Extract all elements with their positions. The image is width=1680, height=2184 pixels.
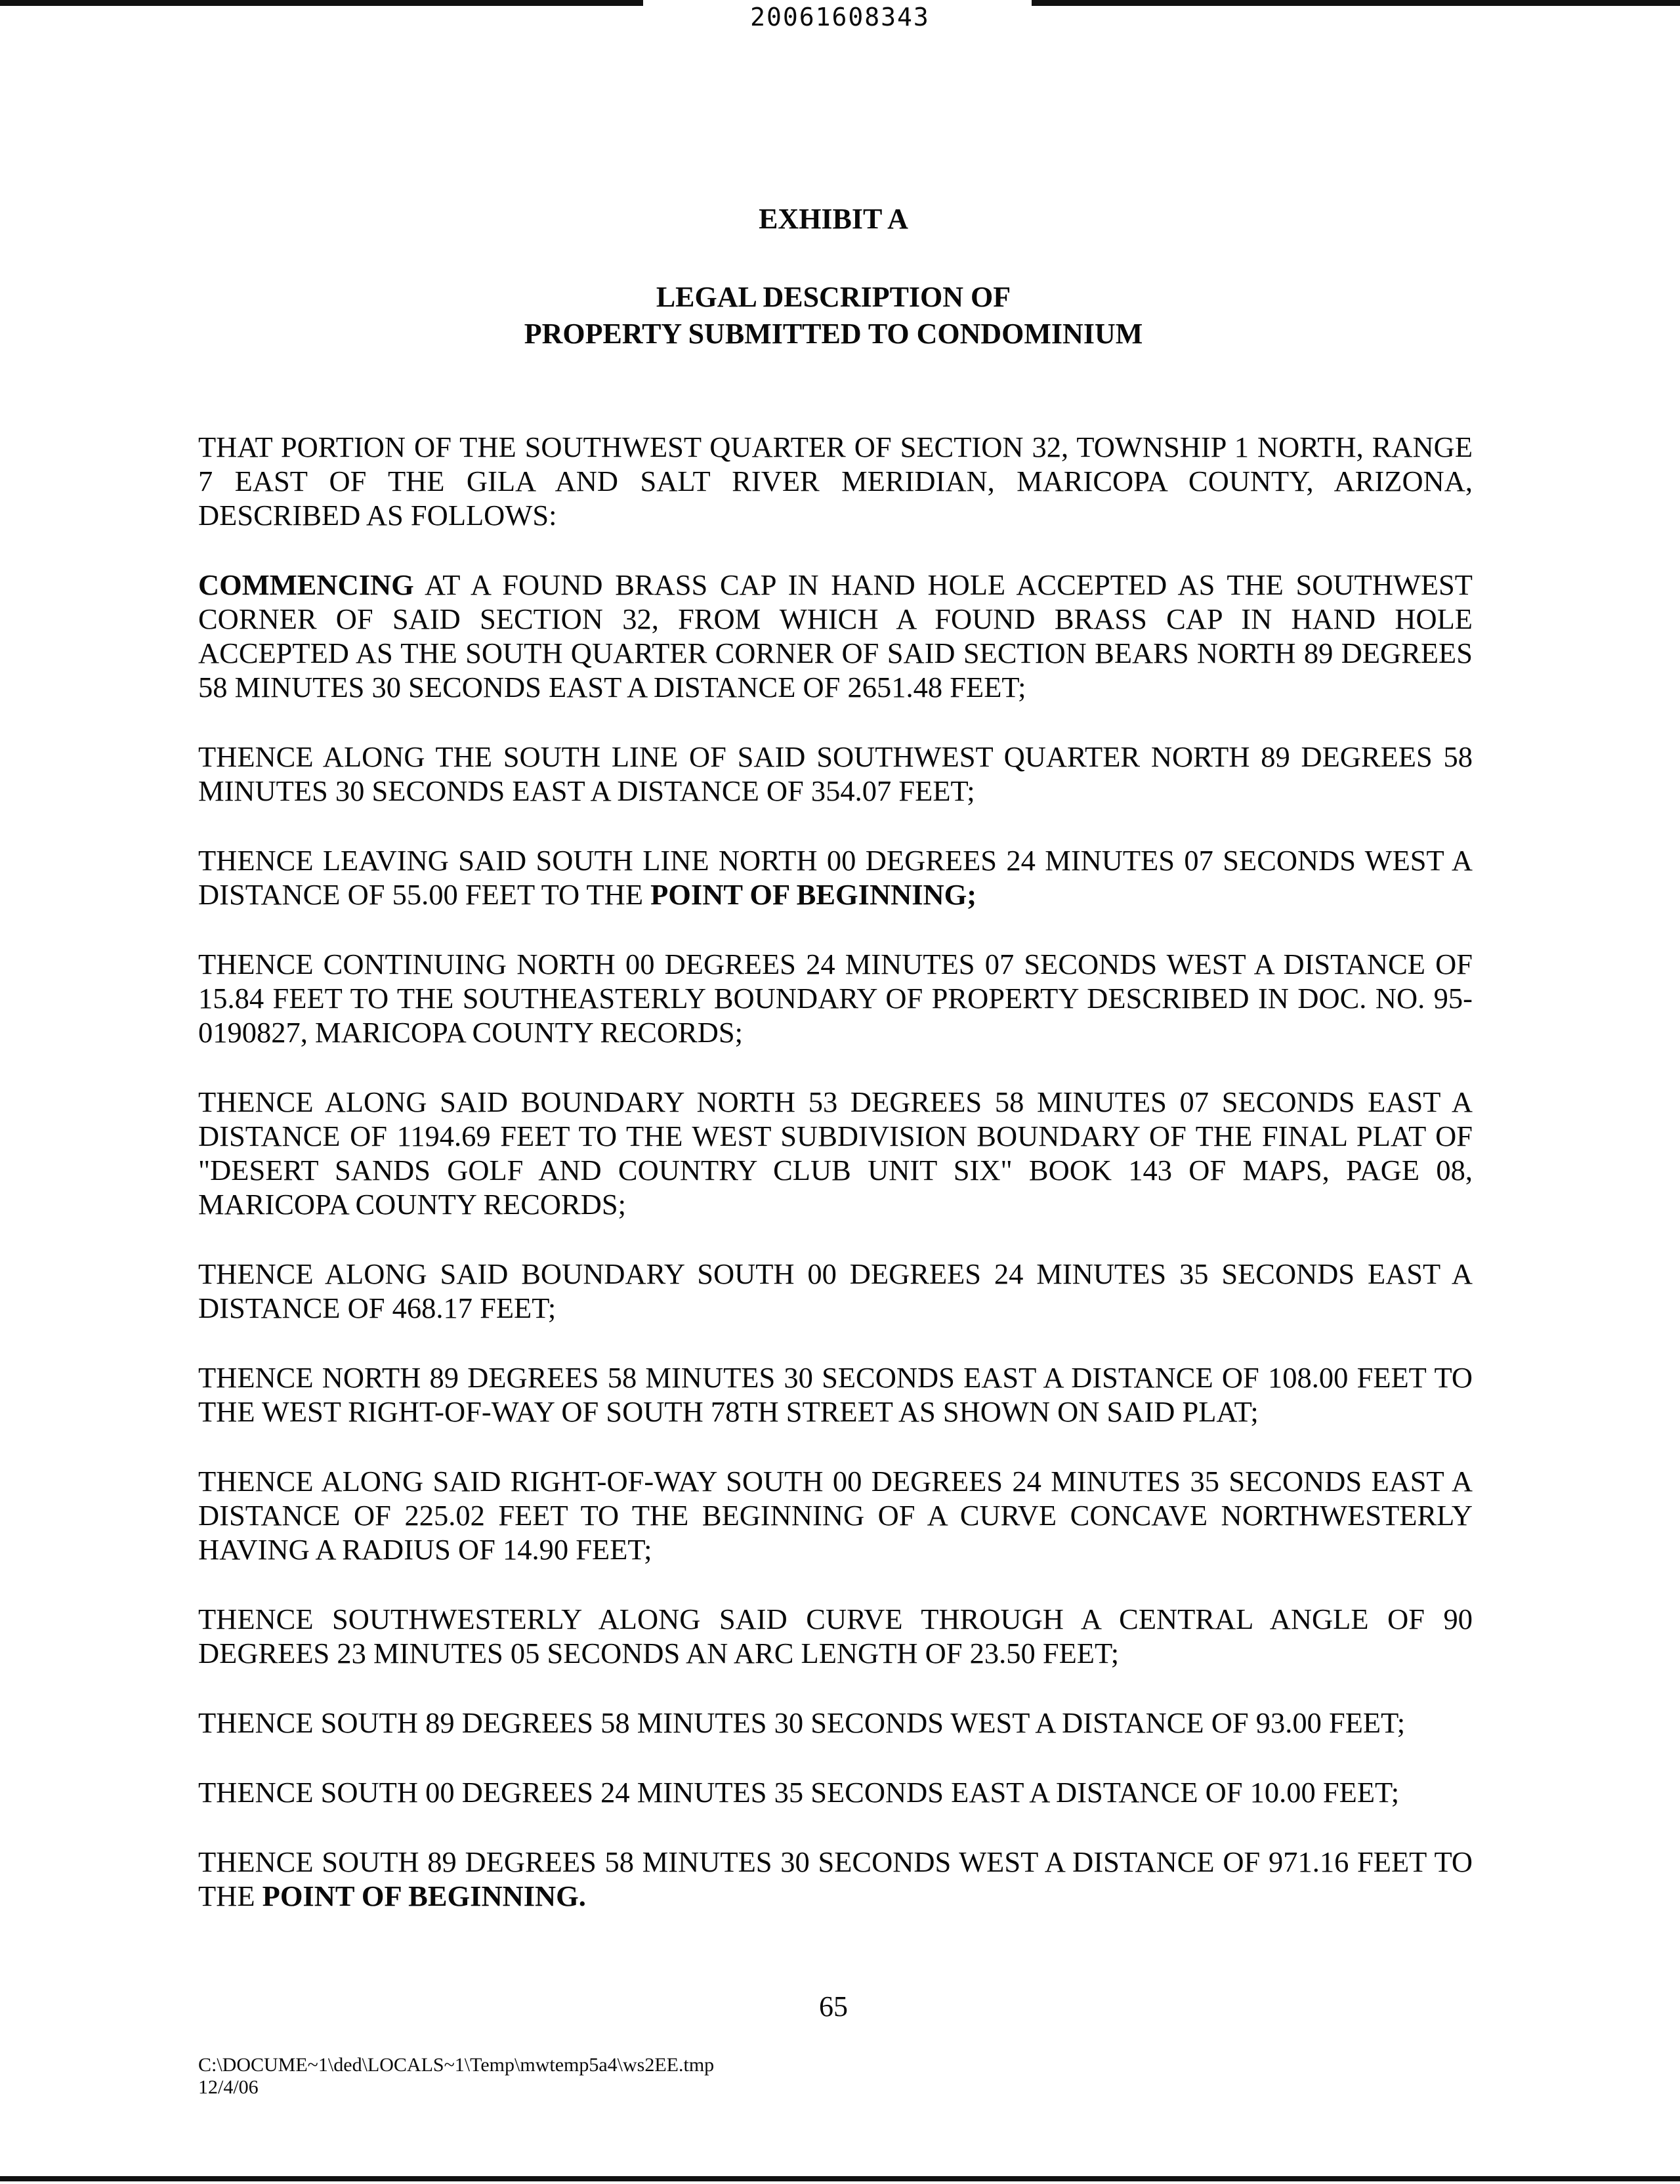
paragraph-4: THENCE LEAVING SAID SOUTH LINE NORTH 00 DEGREES 24 MINUTES 07 SECONDS WEST A DISTANCE OF 55.00 FEET TO THE POINT OF BEGINNING; — [198, 844, 1473, 911]
paragraph-10: THENCE SOUTHWESTERLY ALONG SAID CURVE THROUGH A CENTRAL ANGLE OF 90 DEGREES 23 MINUTES 05 SECONDS AN ARC LENGTH OF 23.50 FEET; — [198, 1603, 1473, 1670]
paragraph-9: THENCE ALONG SAID RIGHT-OF-WAY SOUTH 00 DEGREES 24 MINUTES 35 SECONDS EAST A DISTANCE OF 225.02 FEET TO THE BEGINNING OF A CURVE CONCAVE NORTHWESTERLY HAVING A RADIUS OF 14.90 FEET; — [198, 1465, 1473, 1566]
footer-date: 12/4/06 — [198, 2076, 259, 2098]
point-of-beginning-label: POINT OF BEGINNING; — [650, 878, 977, 911]
paragraph-13: THENCE SOUTH 89 DEGREES 58 MINUTES 30 SECONDS WEST A DISTANCE OF 971.16 FEET TO THE POINT OF BEGINNING. — [198, 1845, 1473, 1912]
paragraph-2: COMMENCING AT A FOUND BRASS CAP IN HAND HOLE ACCEPTED AS THE SOUTHWEST CORNER OF SAID SECTION 32, FROM WHICH A FOUND BRASS CAP IN HAND HOLE ACCEPTED AS THE SOUTH QUARTER CORNER OF SAID SECTION BEARS NORTH 89 DEGREES 58 MINUTES 30 SECONDS EAST A DISTANCE OF 2651.48 FEET; — [198, 568, 1473, 704]
point-of-beginning-final-label: POINT OF BEGINNING. — [262, 1880, 586, 1912]
paragraph-3: THENCE ALONG THE SOUTH LINE OF SAID SOUTHWEST QUARTER NORTH 89 DEGREES 58 MINUTES 30 SECONDS EAST A DISTANCE OF 354.07 FEET; — [198, 740, 1473, 807]
paragraph-1: THAT PORTION OF THE SOUTHWEST QUARTER OF SECTION 32, TOWNSHIP 1 NORTH, RANGE 7 EAST OF THE GILA AND SALT RIVER MERIDIAN, MARICOPA COUNTY, ARIZONA, DESCRIBED AS FOLLOWS: — [198, 430, 1473, 532]
paragraph-5: THENCE CONTINUING NORTH 00 DEGREES 24 MINUTES 07 SECONDS WEST A DISTANCE OF 15.84 FEET TO THE SOUTHEASTERLY BOUNDARY OF PROPERTY DESCRIBED IN DOC. NO. 95-0190827, MARICOPA COUNTY RECORDS; — [198, 948, 1473, 1049]
paragraph-8: THENCE NORTH 89 DEGREES 58 MINUTES 30 SECONDS EAST A DISTANCE OF 108.00 FEET TO THE WEST RIGHT-OF-WAY OF SOUTH 78TH STREET AS SHOWN ON SAID PLAT; — [198, 1361, 1473, 1428]
footer — [198, 2054, 714, 2099]
paragraph-12: THENCE SOUTH 00 DEGREES 24 MINUTES 35 SECONDS EAST A DISTANCE OF 10.00 FEET; — [198, 1776, 1400, 1809]
exhibit-title: EXHIBIT A — [759, 203, 908, 235]
exhibit-subtitle — [0, 279, 1667, 352]
subtitle-line-2: PROPERTY SUBMITTED TO CONDOMINIUM — [524, 318, 1143, 350]
paragraph-11: THENCE SOUTH 89 DEGREES 58 MINUTES 30 SECONDS WEST A DISTANCE OF 93.00 FEET; — [198, 1706, 1406, 1739]
footer-file-path: C:\DOCUME~1\ded\LOCALS~1\Temp\mwtemp5a4\ws2EE.tmp — [198, 2054, 715, 2076]
subtitle-line-1: LEGAL DESCRIPTION OF — [656, 281, 1011, 313]
document-number: 20061608343 — [750, 3, 930, 32]
legal-description-body — [198, 430, 1473, 1948]
page-number: 65 — [819, 1990, 848, 2023]
bottom-rule — [0, 2176, 1680, 2181]
commencing-label: COMMENCING — [198, 568, 414, 601]
paragraph-6: THENCE ALONG SAID BOUNDARY NORTH 53 DEGREES 58 MINUTES 07 SECONDS EAST A DISTANCE OF 1194.69 FEET TO THE WEST SUBDIVISION BOUNDARY OF THE FINAL PLAT OF "DESERT SANDS GOLF AND COUNTRY CLUB UNIT SIX" BOOK 143 OF MAPS, PAGE 08, MARICOPA COUNTY RECORDS; — [198, 1085, 1473, 1221]
paragraph-7: THENCE ALONG SAID BOUNDARY SOUTH 00 DEGREES 24 MINUTES 35 SECONDS EAST A DISTANCE OF 468.17 FEET; — [198, 1257, 1473, 1324]
